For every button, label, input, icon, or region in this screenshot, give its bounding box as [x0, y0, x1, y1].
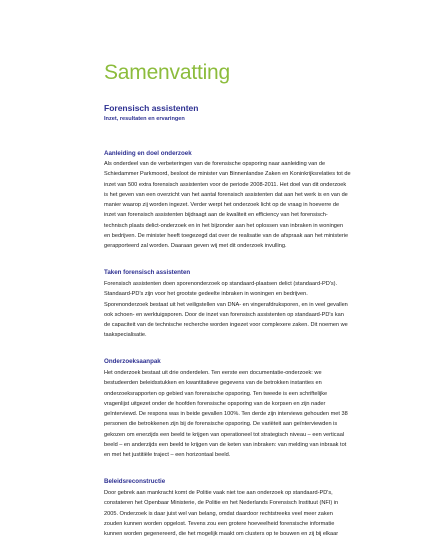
- text-line: technisch plaats delict-onderzoek en in het bijzonder aan het oplossen van inbraken in woningen: [104, 222, 344, 229]
- text-line: bestudeerden beleidsstukken en kwantitatieve gegevens van de betrokken instanties en: [104, 380, 322, 387]
- section-body-aanleiding: [104, 159, 414, 252]
- section-heading-onderzoeksaanpak: Onderzoeksaanpak: [104, 358, 161, 365]
- text-line: de capaciteit van de technische recherche worden ingezet voor complexere zaken. Dit noemen we: [104, 322, 348, 329]
- text-line: 2005. Onderzoek is daar juist wel van belang, omdat daardoor rechtstreeks veel meer zaken: [104, 510, 333, 517]
- text-line: constateren het Openbaar Ministerie, de Politie en het Nederlands Forensisch Instituut (NFI) in: [104, 500, 339, 507]
- text-line: manier waarop zij worden ingezet. Verder werpt het onderzoek licht op de vraag in hoeverre de: [104, 202, 340, 209]
- text-line: kunnen worden gegenereerd, die het mogelijk maakt om clusters op te bouwen en zij bij elkaar: [104, 531, 339, 538]
- text-line: Schiedammer Parkmoord, besloot de minister van Binnenlandse Zaken en Koninkrijksrelaties tot de: [104, 171, 351, 178]
- text-line: personen die betrokkenen zijn bij de forensische opsporing. De variëteit aan geïnterviewden is: [104, 421, 338, 428]
- text-line: Het onderzoek bestaat uit drie onderdelen. Ten eerste een documentatie-onderzoek: we: [104, 370, 322, 376]
- text-line: en met het justitiële traject – een horizontaal beeld.: [104, 452, 231, 459]
- text-line: taakspecialisatie.: [104, 332, 147, 339]
- text-line: gekozen om enerzijds een beeld te krijgen van operationeel tot strategisch niveau – een verticaal: [104, 431, 345, 438]
- text-line: zouden kunnen worden opgelost. Tevens zou een grotere hoeveelheid forensische informatie: [104, 520, 335, 527]
- text-line: en bedrijven. De minister heeft toegezegd dat over de realisatie van de afspraak aan het ministerie: [104, 233, 349, 240]
- text-line: onderzoeksrapporten op gebied van forensische opsporing. Ten tweede is een schriftelijke: [104, 390, 328, 397]
- text-line: beeld – en anderzijds een beeld te krijgen van de keten van inbraken: van melding van inbraak tot: [104, 442, 347, 449]
- text-line: inzet van 500 extra forensisch assistenten voor de periode 2008-2011. Het doel van dit onderzoek: [104, 181, 347, 188]
- section-heading-aanleiding: Aanleiding en doel onderzoek: [104, 150, 192, 157]
- text-line: is het geven van een overzicht van het aantal forensisch assistenten dat aan het werk is en van de: [104, 191, 348, 198]
- section-heading-beleidsreconstructie: Beleidsreconstructie: [104, 478, 166, 485]
- text-line: Standaard-PD's zijn voor het grootste gedeelte inbraken in woningen en bedrijven.: [104, 291, 308, 298]
- text-line: vragenlijst uitgezet onder de hoofden forensische opsporing van de korpsen en zijn nader: [104, 400, 326, 407]
- page-title: Samenvatting: [104, 61, 231, 84]
- text-line: Als onderdeel van de verbeteringen van de forensische opsporing naar aanleiding van de: [104, 161, 326, 167]
- text-line: Forensisch assistenten doen sporenonderzoek op standaard-plaatsen delict (standaard-PD's).: [104, 281, 338, 287]
- section-body-beleidsreconstructie: [104, 488, 414, 539]
- text-line: ook schoen- en werktuigsporen. Door de inzet van forensisch assistenten op standaard-PD's kan: [104, 311, 344, 318]
- document-tagline: Inzet, resultaten en ervaringen: [104, 116, 185, 122]
- section-heading-taken: Taken forensisch assistenten: [104, 269, 191, 276]
- text-line: Door gebrek aan mankracht komt de Politie vaak niet toe aan onderzoek op standaard-PD's,: [104, 490, 333, 496]
- section-body-taken: [104, 279, 414, 341]
- text-line: inzet van forensisch assistenten bijdraagt aan de kwaliteit en efficiency van het forensisch-: [104, 212, 328, 219]
- document-subtitle: Forensisch assistenten: [104, 103, 199, 113]
- text-line: Sporenonderzoek bestaat uit het veiligstellen van DNA- en vingerafdruksporen, en in veel gevallen: [104, 301, 348, 308]
- section-body-onderzoeksaanpak: [104, 368, 414, 461]
- text-line: geïnterviewd. De respons was in beide gevallen 100%. Ten derde zijn interviews gehouden met 38: [104, 411, 348, 418]
- text-line: gerapporteerd zal worden. Daaraan geven wij met dit onderzoek invulling.: [104, 243, 287, 250]
